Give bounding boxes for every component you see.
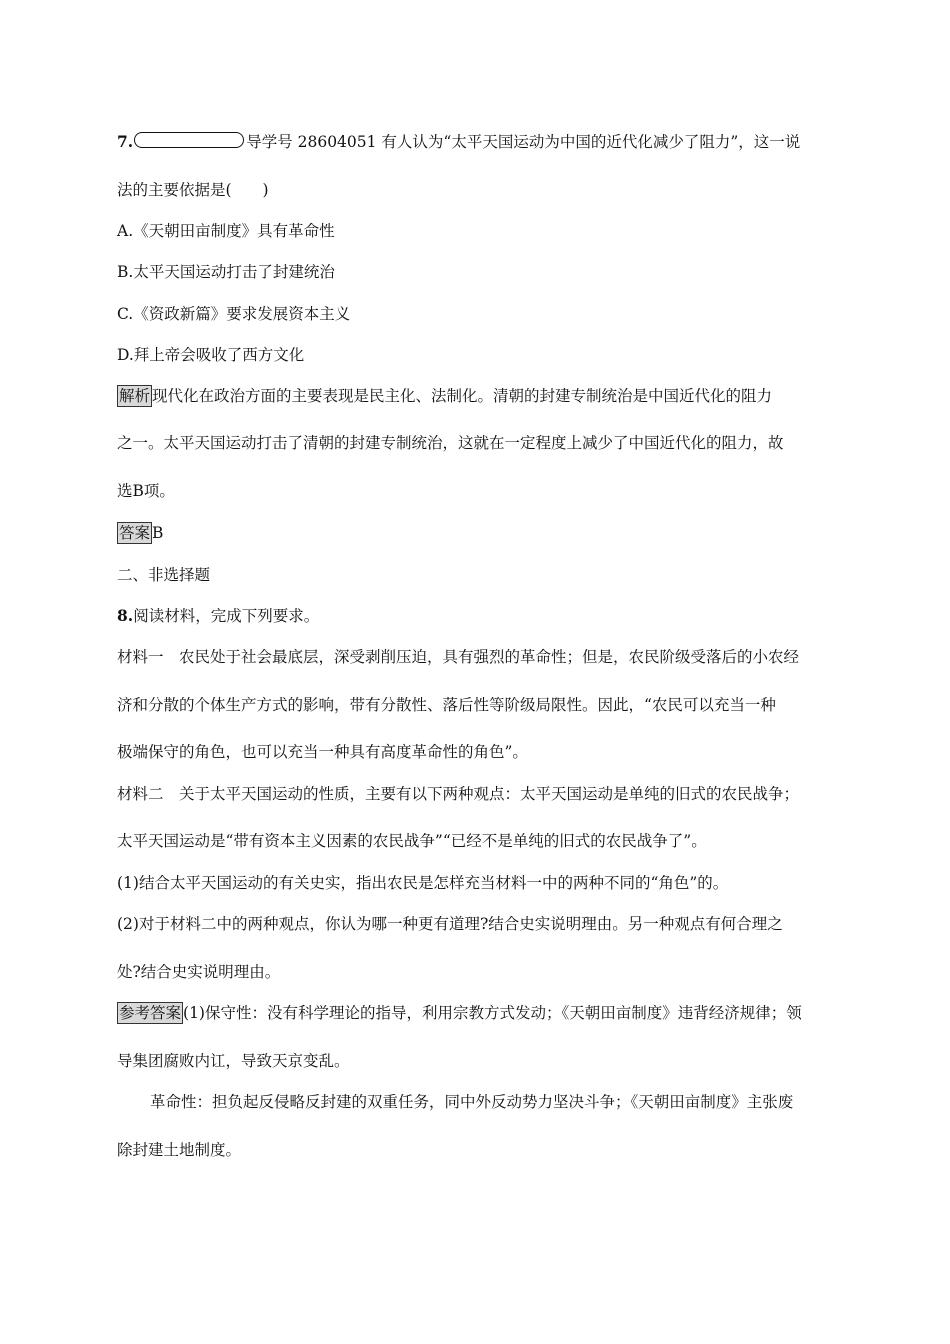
q7-stem-line2: 法的主要依据是( ) <box>117 181 269 199</box>
ref-answer-label: 参考答案 <box>119 1004 182 1022</box>
analysis-text-1: 现代化在政治方面的主要表现是民主化、法制化。清朝的封建专制统治是中国近代化的阻力 <box>152 387 773 405</box>
material1-line3: 极端保守的角色，也可以充当一种具有高度革命性的角色”。 <box>117 743 528 761</box>
q8-stem-text: 阅读材料，完成下列要求。 <box>133 607 320 625</box>
q7-stem-line1 <box>117 131 800 153</box>
q8-number: 8. <box>117 606 134 625</box>
analysis-label: 解析 <box>119 387 151 405</box>
q7-analysis-line3: 选B项。 <box>117 482 175 500</box>
ref-answer-line2: 导集团腐败内讧，导致天京变乱。 <box>117 1052 350 1070</box>
section-title: 二、非选择题 <box>117 566 211 584</box>
q7-stem-text: 导学号 28604051 有人认为“太平天国运动为中国的近代化减少了阻力”，这一说 <box>246 133 801 151</box>
q8-question2-line2: 处?结合史实说明理由。 <box>117 963 281 981</box>
guide-number-oval-icon <box>134 132 244 148</box>
material1-line1: 材料一 农民处于社会最底层，深受剥削压迫，具有强烈的革命性；但是，农民阶级受落后的小农经 <box>117 648 800 666</box>
q7-answer-line <box>117 522 163 544</box>
ref-answer-line3: 革命性：担负起反侵略反封建的双重任务，同中外反动势力坚决斗争；《天朝田亩制度》主张废 <box>150 1093 794 1111</box>
q7-option-a: A.《天朝田亩制度》具有革命性 <box>117 222 335 240</box>
ref-answer-line1 <box>117 1002 802 1024</box>
q8-question1: (1)结合太平天国运动的有关史实，指出农民是怎样充当材料一中的两种不同的“角色”的。 <box>117 874 729 892</box>
material2-line1: 材料二 关于太平天国运动的性质，主要有以下两种观点：太平天国运动是单纯的旧式的农民战争； <box>117 785 800 803</box>
answer-value: B <box>152 524 164 542</box>
ref-answer-line4: 除封建土地制度。 <box>117 1141 242 1159</box>
q7-option-c: C.《资政新篇》要求发展资本主义 <box>117 305 351 323</box>
q8-stem-line <box>117 605 319 627</box>
q7-analysis-line1 <box>117 385 772 407</box>
material2-line2: 太平天国运动是“带有资本主义因素的农民战争”“已经不是单纯的旧式的农民战争了”。 <box>117 832 707 850</box>
answer-label: 答案 <box>119 524 151 542</box>
q7-option-b: B.太平天国运动打击了封建统治 <box>117 263 335 281</box>
q8-question2-line1: (2)对于材料二中的两种观点，你认为哪一种更有道理?结合史实说明理由。另一种观点有何合理之 <box>117 915 783 933</box>
ref-answer-text-1: (1)保守性：没有科学理论的指导，利用宗教方式发动；《天朝田亩制度》违背经济规律；领 <box>183 1004 802 1022</box>
material1-line2: 济和分散的个体生产方式的影响，带有分散性、落后性等阶级局限性。因此，“农民可以充当一种 <box>117 696 776 714</box>
q7-analysis-line2: 之一。太平天国运动打击了清朝的封建专制统治，这就在一定程度上减少了中国近代化的阻力，故 <box>117 434 784 452</box>
q7-number: 7. <box>117 132 134 151</box>
q7-option-d: D.拜上帝会吸收了西方文化 <box>117 346 305 364</box>
